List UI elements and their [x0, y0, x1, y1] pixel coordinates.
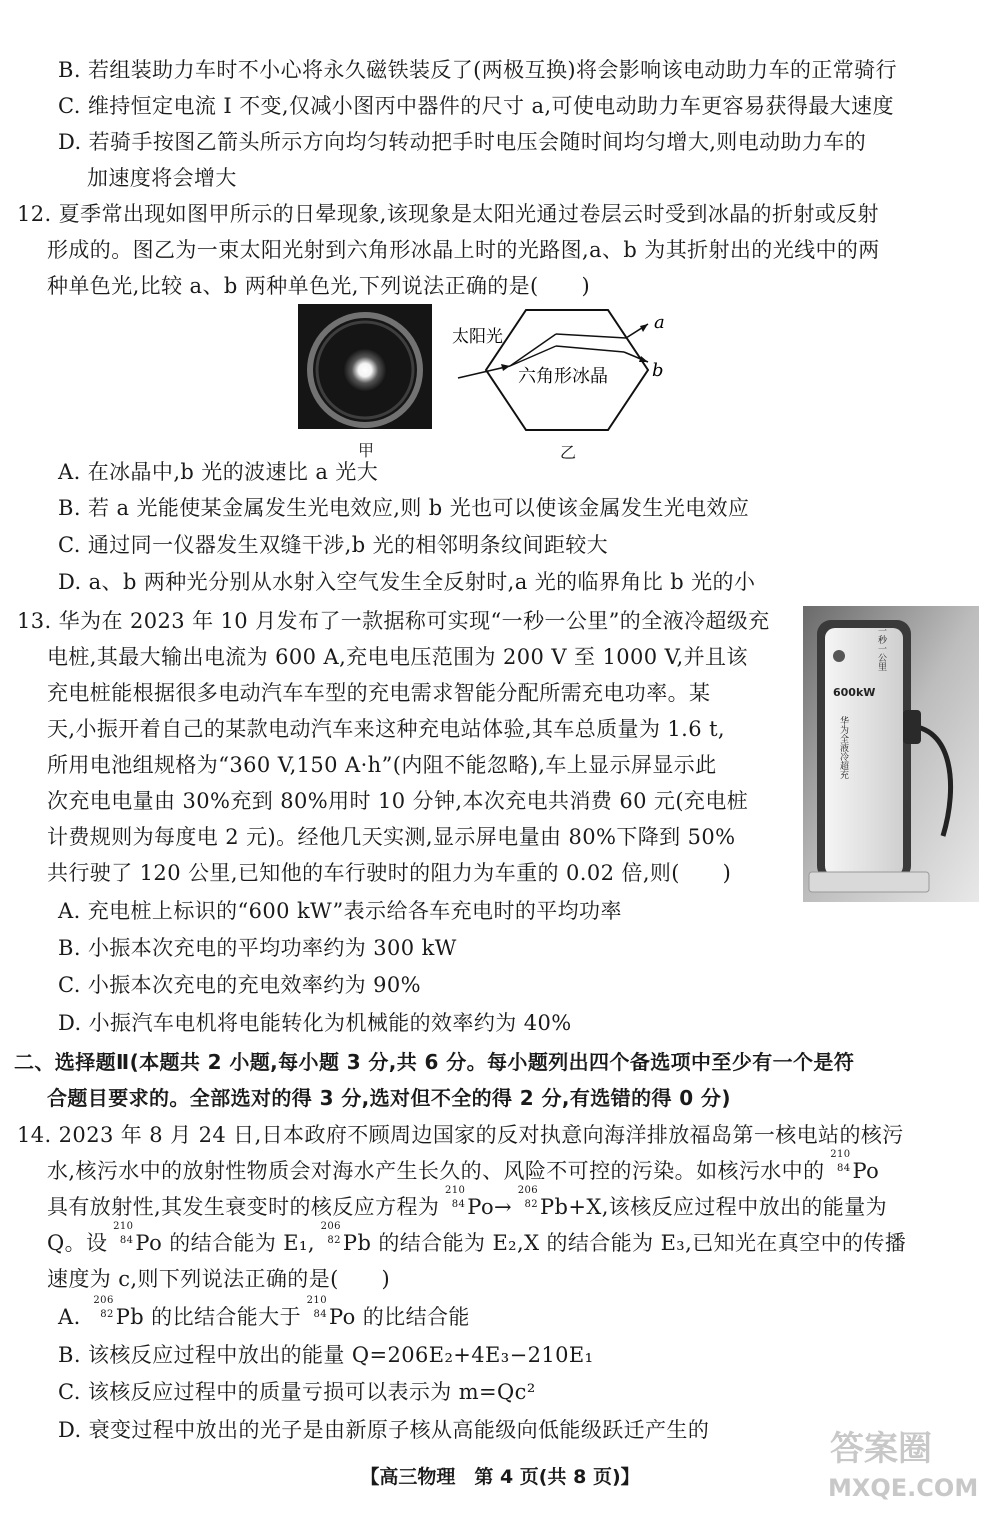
po-nuclide: 210 84	[306, 1295, 327, 1320]
section-2-header-line1: 二、选择题Ⅱ(本题共 2 小题,每小题 3 分,共 6 分。每小题列出四个备选项中至少有一个是符	[14, 1050, 855, 1074]
watermark-text2: MXQE.COM	[828, 1474, 979, 1502]
option-11b: B. 若组装助力车时不小心将永久磁铁装反了(两极互换)将会影响该电动助力车的正常骑行	[58, 58, 897, 82]
po-nuclide: 210 84	[113, 1221, 134, 1246]
q14-text: Po 的结合能为 E₁,	[135, 1231, 315, 1255]
ice-crystal-diagram	[448, 304, 678, 434]
internal-ray-b	[510, 346, 556, 366]
charger-image	[803, 606, 979, 902]
internal-ray-a2	[556, 334, 626, 338]
q14-text: 水,核污水中的放射性物质会对海水产生长久的、风险不可控的污染。如核污水中的	[47, 1159, 825, 1183]
incident-arrow	[501, 364, 510, 371]
crystal-label: 六角形冰晶	[518, 366, 608, 387]
q14-text: Po	[852, 1159, 880, 1183]
halo-photo	[298, 304, 432, 429]
q14-text: Po 的比结合能	[328, 1305, 470, 1329]
question-13-line1: 13. 华为在 2023 年 10 月发布了一款据称可实现“一秒一公里”的全液冷超级充	[17, 609, 770, 633]
option-11c: C. 维持恒定电流 I 不变,仅减小图丙中器件的尺寸 a,可使电动助力车更容易获得最大速度	[58, 94, 894, 118]
q14-text: A.	[58, 1305, 88, 1329]
question-13-line6: 次充电电量由 30%充到 80%用时 10 分钟,本次充电共消费 60 元(充电桩	[47, 789, 749, 813]
option-11d: D. 若骑手按图乙箭头所示方向均匀转动把手时电压会随时间均匀增大,则电动助力车的	[58, 130, 867, 154]
watermark-logo	[820, 1422, 990, 1502]
page-footer: 【高三物理 第 4 页(共 8 页)】	[360, 1466, 640, 1488]
question-14-line4	[47, 1221, 907, 1257]
option-14a	[58, 1295, 470, 1331]
charger-slogan: 华为全液冷超充	[838, 716, 848, 779]
option-12d: D. a、b 两种光分别从水射入空气发生全反射时,a 光的临界角比 b 光的小	[58, 570, 756, 594]
question-12-line3: 种单色光,比较 a、b 两种单色光,下列说法正确的是( )	[47, 274, 591, 298]
po-nuclide: 210 84	[830, 1149, 851, 1174]
q14-text: Po→	[467, 1195, 512, 1219]
question-12-line2: 形成的。图乙为一束太阳光射到六角形冰晶上时的光路图,a、b 为其折射出的光线中的两	[47, 238, 880, 262]
question-13-line4: 天,小振开着自己的某款电动汽车来这种充电站体验,其车总质量为 1.6 t,	[47, 717, 726, 741]
halo-image	[298, 304, 432, 429]
option-14d: D. 衰变过程中放出的光子是由新原子核从高能级向低能级跃迁产生的	[58, 1418, 710, 1442]
option-14b: B. 该核反应过程中放出的能量 Q=206E₂+4E₃−210E₁	[58, 1343, 594, 1367]
question-13-line3: 充电桩能根据很多电动汽车车型的充电需求智能分配所需充电功率。某	[47, 681, 711, 705]
exit-arrow-a	[640, 324, 648, 332]
question-14-line2	[47, 1149, 880, 1185]
question-14-line5: 速度为 c,则下列说法正确的是( )	[47, 1267, 391, 1291]
section-2-header-line2: 合题目要求的。全部选对的得 3 分,选对但不全的得 2 分,有选错的得 0 分)	[47, 1086, 731, 1110]
charger-power-label: 600kW	[833, 686, 876, 699]
q14-text: Pb 的结合能为 E₂,X 的结合能为 E₃,已知光在真空中的传播	[342, 1231, 907, 1255]
question-13-line7: 计费规则为每度电 2 元)。经他几天实测,显示屏电量由 80%下降到 50%	[47, 825, 736, 849]
question-12-line1: 12. 夏季常出现如图甲所示的日晕现象,该现象是太阳光通过卷层云时受到冰晶的折射或反射	[17, 202, 879, 226]
internal-ray-a	[510, 334, 556, 366]
pb-nuclide: 206 82	[93, 1295, 114, 1320]
pb-nuclide: 206 82	[320, 1221, 341, 1246]
watermark-text1: 答案圈	[830, 1429, 932, 1469]
sunlight-label: 太阳光	[452, 327, 503, 347]
question-14-line3	[47, 1185, 887, 1221]
q14-text: Pb 的比结合能大于	[115, 1305, 301, 1329]
option-13a: A. 充电桩上标识的“600 kW”表示给各车充电时的平均功率	[58, 899, 622, 923]
option-13d: D. 小振汽车电机将电能转化为机械能的效率约为 40%	[58, 1011, 572, 1035]
charger-slogan2: 一秒一公里	[876, 626, 886, 671]
question-13-line5: 所用电池组规格为“360 V,150 A·h”(内阻不能忽略),车上显示屏显示此	[47, 753, 717, 777]
question-13-line2: 电桩,其最大输出电流为 600 A,充电电压范围为 200 V 至 1000 V,并且该	[47, 645, 748, 669]
q14-text: 具有放射性,其发生衰变时的核反应方程为	[47, 1195, 440, 1219]
pb-nuclide: 206 82	[517, 1185, 538, 1210]
po-nuclide: 210 84	[444, 1185, 466, 1210]
q14-text: Pb+X,该核反应过程中放出的能量为	[540, 1195, 887, 1219]
option-11d-cont: 加速度将会增大	[87, 166, 237, 190]
ray-b-label: b	[652, 360, 664, 381]
caption-jia: 甲	[358, 441, 375, 460]
q14-text: Q。设	[47, 1231, 108, 1255]
option-12a: A. 在冰晶中,b 光的波速比 a 光大	[58, 460, 379, 484]
caption-yi: 乙	[560, 443, 577, 462]
question-14-line1: 14. 2023 年 8 月 24 日,日本政府不顾周边国家的反对执意向海洋排放福岛第一核电站的核污	[17, 1123, 904, 1147]
internal-ray-b2	[556, 346, 624, 352]
ray-a-label: a	[654, 312, 665, 333]
option-12c: C. 通过同一仪器发生双缝干涉,b 光的相邻明条纹间距较大	[58, 533, 609, 557]
charger-photo	[803, 606, 979, 902]
question-13-line8: 共行驶了 120 公里,已知他的车行驶时的阻力为车重的 0.02 倍,则( )	[47, 861, 732, 885]
option-12b: B. 若 a 光能使某金属发生光电效应,则 b 光也可以使该金属发生光电效应	[58, 496, 750, 520]
option-14c: C. 该核反应过程中的质量亏损可以表示为 m=Qc²	[58, 1380, 536, 1404]
option-13b: B. 小振本次充电的平均功率约为 300 kW	[58, 936, 457, 960]
option-13c: C. 小振本次充电的充电效率约为 90%	[58, 973, 422, 997]
